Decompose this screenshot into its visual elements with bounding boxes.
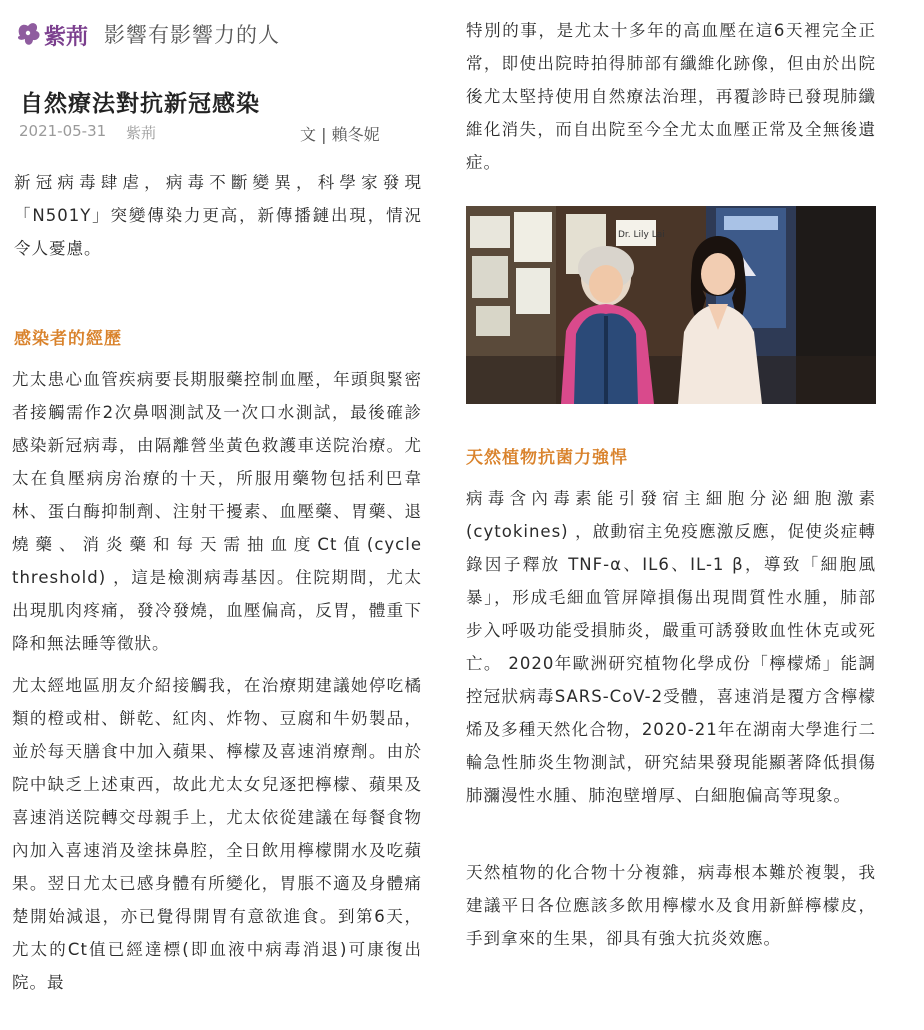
byline: 文 | 賴冬妮 xyxy=(300,125,380,144)
site-tagline: 影響有影響力的人 xyxy=(104,23,280,47)
author-org[interactable]: 紫荊 xyxy=(126,124,157,142)
site-brand[interactable] xyxy=(14,14,280,54)
article-title: 自然療法對抗新冠感染 xyxy=(20,91,260,118)
photo-two-women-image xyxy=(466,206,876,404)
plant-paragraph-2: 天然植物的化合物十分複雜，病毒根本難於複製，我建議平日各位應該多飲用檸檬水及食用新鮮檸檬皮，手到拿來的生果，卻具有強大抗炎效應。 xyxy=(466,863,876,948)
bauhinia-logo-icon xyxy=(14,14,98,54)
plant-paragraph-1: 病毒含內毒素能引發宿主細胞分泌細胞激素(cytokines) ，啟動宿主免疫應激反應，促使炎症轉錄因子釋放 TNF-α、IL6、IL-1 β，導致「細胞風暴」，形成毛細血管屏障損傷出現間質性水腫，肺部步入呼吸功能受損肺炎，嚴重可誘發敗血性休克或死亡。 2020年歐洲研究植物化學成份「檸檬烯」能調控冠狀病毒SARS-CoV-2受體，喜速消是覆方含檸檬烯及多種天然化合物，2020-21年在湖南大學進行二輪急性肺炎生物測試，研究結果發現能顯著降低損傷肺瀰漫性水腫、肺泡壁增厚、白細胞偏高等現象。 xyxy=(466,489,876,805)
publish-date: 2021-05-31 xyxy=(19,122,107,140)
infection-paragraph-2: 尤太經地區朋友介紹接觸我，在治療期建議她停吃橘類的橙或柑、餅乾、紅肉、炸物、豆腐和牛奶製品，並於每天膳食中加入蘋果、檸檬及喜速消療劑。由於院中缺乏上述東西，故此尤太女兒逐把檸檬、蘋果及喜速消送院轉交母親手上，尤太依從建議在每餐食物內加入喜速消及塗抹鼻腔，全日飲用檸檬開水及吃蘋果。翌日尤太已感身體有所變化，胃脹不適及身體痛楚開始減退，亦已覺得開胃有意欲進食。到第6天，尤太的Ct值已經達標(即血液中病毒消退)可康復出院。最 xyxy=(12,676,422,992)
section-heading-plant: 天然植物抗菌力強悍 xyxy=(466,448,628,468)
logo-text: 紫荊 xyxy=(44,24,89,50)
section-heading-infection: 感染者的經歷 xyxy=(14,329,122,349)
article-photo xyxy=(466,206,876,404)
infection-paragraph-3: 特別的事，是尤太十多年的高血壓在這6天裡完全正常，即使出院時拍得肺部有纖維化跡像，但由於出院後尤太堅持使用自然療法治理，再覆診時已發現肺纖維化消失，而自出院至今全尤太血壓正常及全無後遺症。 xyxy=(466,21,876,172)
infection-paragraph-1: 尤太患心血管疾病要長期服藥控制血壓，年頭與緊密者接觸需作2次鼻咽測試及一次口水測試，最後確診感染新冠病毒，由隔離營坐黃色救護車送院治療。尤太在負壓病房治療的十天，所服用藥物包括利巴韋林、蛋白酶抑制劑、注射干擾素、血壓藥、胃藥、退燒藥、消炎藥和每天需抽血度Ct值(cycle threshold) ，這是檢測病毒基因。住院期間，尤太出現肌肉疼痛，發冷發燒，血壓偏高，反胃，體重下降和無法睡等徵狀。 xyxy=(12,370,422,653)
photo-sign-text: Dr. Lily Lai xyxy=(618,230,665,240)
intro-paragraph: 新冠病毒肆虐，病毒不斷變異，科學家發現「N501Y」突變傳染力更高，新傳播鏈出現，情況令人憂慮。 xyxy=(14,173,422,258)
